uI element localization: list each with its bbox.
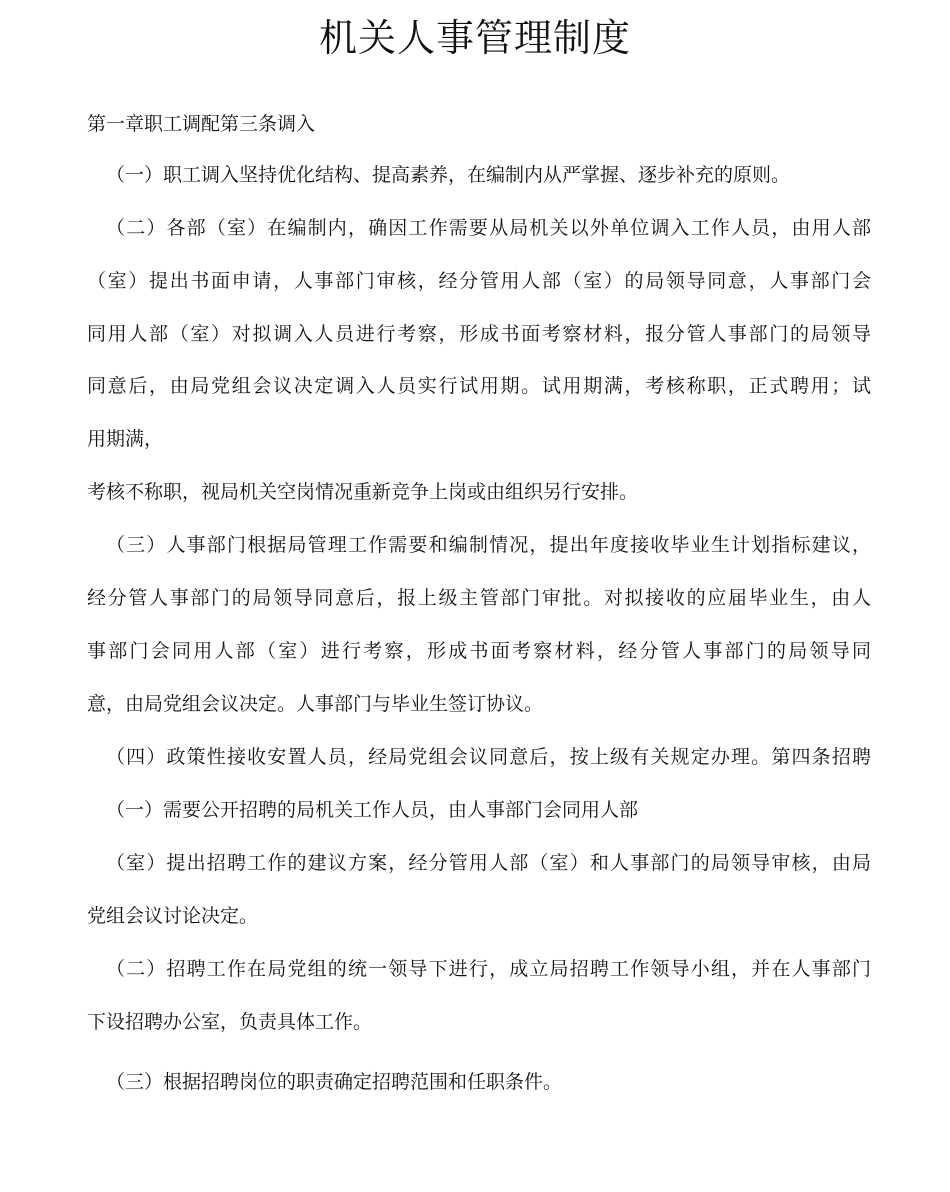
paragraph-line: （室）提出书面申请，人事部门审核，经分管用人部（室）的局领导同意，人事部门会 — [87, 270, 871, 292]
paragraph-line: （四）政策性接收安置人员，经局党组会议同意后，按上级有关规定办理。第四条招聘 — [106, 746, 871, 768]
paragraph-line: （三）人事部门根据局管理工作需要和编制情况，提出年度接收毕业生计划指标建议， — [106, 534, 871, 556]
paragraph-line: （三）根据招聘岗位的职责确定招聘范围和任职条件。 — [106, 1071, 563, 1093]
paragraph-line: 意，由局党组会议决定。人事部门与毕业生签订协议。 — [87, 693, 544, 715]
paragraph-line: （一）职工调入坚持优化结构、提高素养，在编制内从严掌握、逐步补充的原则。 — [106, 164, 791, 186]
paragraph-line: （二）招聘工作在局党组的统一领导下进行，成立局招聘工作领导小组，并在人事部门 — [106, 958, 871, 980]
paragraph-line: 同意后，由局党组会议决定调入人员实行试用期。试用期满，考核称职，正式聘用；试 — [87, 375, 871, 397]
paragraph-line: 考核不称职，视局机关空岗情况重新竞争上岗或由组织另行安排。 — [87, 481, 639, 503]
paragraph-line: 用期满， — [87, 428, 164, 450]
paragraph-line: 同用人部（室）对拟调入人员进行考察，形成书面考察材料，报分管人事部门的局领导 — [87, 323, 871, 345]
chapter-heading: 第一章职工调配第三条调入 — [87, 113, 316, 135]
paragraph-line: 下设招聘办公室，负责具体工作。 — [87, 1011, 373, 1033]
paragraph-line: 事部门会同用人部（室）进行考察，形成书面考察材料，经分管人事部门的局领导同 — [87, 640, 871, 662]
paragraph-line: （室）提出招聘工作的建议方案，经分管用人部（室）和人事部门的局领导审核，由局 — [106, 852, 871, 874]
paragraph-line: 经分管人事部门的局领导同意后，报上级主管部门审批。对拟接收的应届毕业生，由人 — [87, 587, 871, 609]
paragraph-line: 党组会议讨论决定。 — [87, 905, 259, 927]
paragraph-line: （二）各部（室）在编制内，确因工作需要从局机关以外单位调入工作人员，由用人部 — [106, 217, 871, 239]
document-title: 机关人事管理制度 — [318, 16, 631, 60]
paragraph-line: （一）需要公开招聘的局机关工作人员，由人事部门会同用人部 — [106, 799, 639, 821]
